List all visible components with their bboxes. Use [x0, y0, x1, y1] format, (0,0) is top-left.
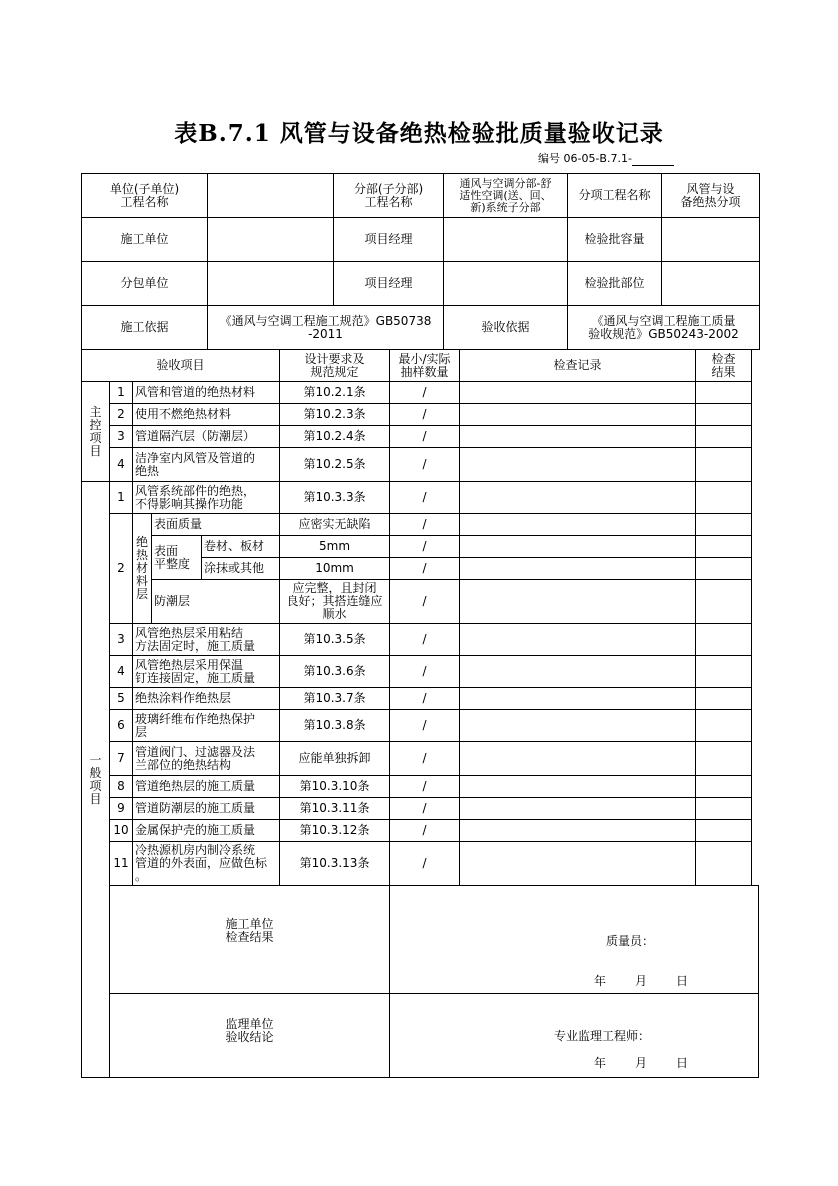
table-row [82, 798, 759, 820]
item-standard: 第10.2.1条 [280, 382, 390, 404]
item-record[interactable] [460, 842, 696, 886]
item-name: 绝热涂料作绝热层 [133, 688, 280, 710]
table-row [82, 482, 759, 514]
surface-quality-std: 应密实无缺陷 [280, 514, 390, 536]
sub-project-manager-value[interactable] [444, 262, 568, 306]
item-name: 管道阀门、过滤器及法 兰部位的绝热结构 [133, 742, 280, 776]
date-day: 日 [676, 974, 689, 988]
item-sample: / [390, 624, 460, 656]
page-title: 表B.7.1 风管与设备绝热检验批质量验收记录 [174, 120, 664, 147]
paint-other-std: 10mm [280, 558, 390, 580]
item-number: 3 [110, 624, 133, 656]
supervisor-engineer-label: 专业监理工程师： [554, 1029, 651, 1043]
item-number: 4 [110, 448, 133, 482]
item-result[interactable] [696, 514, 752, 536]
item-name: 风管绝热层采用保温 钉连接固定，施工质量 [133, 656, 280, 688]
item-sample: / [390, 656, 460, 688]
item-result[interactable] [696, 580, 752, 624]
item-standard: 第10.3.6条 [280, 656, 390, 688]
project-manager-label: 项目经理 [334, 218, 444, 262]
table-row [82, 536, 759, 558]
item-number: 3 [110, 426, 133, 448]
col-sample-count: 最小/实际 抽样数量 [390, 350, 460, 382]
item-name: 风管和管道的绝热材料 [133, 382, 280, 404]
item-name: 金属保护壳的施工质量 [133, 820, 280, 842]
quality-officer-label: 质量员： [606, 934, 655, 948]
table-row [82, 382, 759, 404]
flatness-label: 表面 平整度 [152, 536, 202, 580]
batch-position-label: 检验批部位 [568, 262, 662, 306]
item-result[interactable] [696, 482, 752, 514]
constructor-result-label: 施工单位 检查结果 [110, 886, 390, 994]
item-sample: / [390, 776, 460, 798]
table-row [82, 656, 759, 688]
sub-division-label: 分部(子分部) 工程名称 [334, 174, 444, 218]
table-row [82, 448, 759, 482]
item-result[interactable] [696, 536, 752, 558]
item-record[interactable] [460, 798, 696, 820]
item-name: 管道绝热层的施工质量 [133, 776, 280, 798]
item-number: 9 [110, 798, 133, 820]
form-code-blank[interactable] [632, 155, 674, 166]
table-row [82, 580, 759, 624]
item-record[interactable] [460, 514, 696, 536]
item-number: 6 [110, 710, 133, 742]
subcontractor-label: 分包单位 [82, 262, 208, 306]
date-month: 月 [635, 1056, 648, 1070]
item-result[interactable] [696, 776, 752, 798]
item-sample: / [390, 688, 460, 710]
item-number: 10 [110, 820, 133, 842]
insulation-layer-label: 绝 热 材 料 层 [133, 514, 152, 624]
item-sample: / [390, 448, 460, 482]
item-record[interactable] [460, 448, 696, 482]
construction-basis-value: 《通风与空调工程施工规范》GB50738 -2011 [208, 306, 444, 350]
item-record[interactable] [460, 482, 696, 514]
item-standard: 第10.3.11条 [280, 798, 390, 820]
item-record[interactable] [460, 688, 696, 710]
sub-item-label: 分项工程名称 [568, 174, 662, 218]
date-year: 年 [594, 974, 607, 988]
sub-item-value: 风管与设 备绝热分项 [662, 174, 760, 218]
table-row [82, 624, 759, 656]
item-standard: 第10.2.4条 [280, 426, 390, 448]
item-name: 管道隔汽层（防潮层） [133, 426, 280, 448]
item-sample: / [390, 742, 460, 776]
table-row [82, 710, 759, 742]
batch-capacity-value[interactable] [662, 218, 760, 262]
item-standard: 第10.3.10条 [280, 776, 390, 798]
item-record[interactable] [460, 820, 696, 842]
table-row [82, 514, 759, 536]
item-standard: 第10.3.12条 [280, 820, 390, 842]
item-number: 8 [110, 776, 133, 798]
item-number: 2 [110, 514, 133, 624]
acceptance-basis-value: 《通风与空调工程施工质量 验收规范》GB50243-2002 [568, 306, 760, 350]
item-standard: 第10.3.3条 [280, 482, 390, 514]
item-result[interactable] [696, 624, 752, 656]
item-sample: / [390, 842, 460, 886]
item-result[interactable] [696, 688, 752, 710]
table-row [82, 842, 759, 886]
table-row [82, 742, 759, 776]
col-inspection-item: 验收项目 [82, 350, 280, 382]
item-result[interactable] [696, 710, 752, 742]
unit-name-value[interactable] [208, 174, 334, 218]
item-result[interactable] [696, 820, 752, 842]
paint-other-label: 涂抹或其他 [202, 558, 280, 580]
item-sample: / [390, 382, 460, 404]
moisture-layer-std: 应完整，且封闭 良好；其搭连缝应 顺水 [280, 580, 390, 624]
subcontractor-value[interactable] [208, 262, 334, 306]
batch-capacity-label: 检验批容量 [568, 218, 662, 262]
item-name: 使用不燃绝热材料 [133, 404, 280, 426]
supervisor-check-row [82, 994, 759, 1078]
item-standard: 第10.2.3条 [280, 404, 390, 426]
item-number: 7 [110, 742, 133, 776]
item-record[interactable] [460, 536, 696, 558]
item-result[interactable] [696, 656, 752, 688]
supervisor-result-label: 监理单位 验收结论 [110, 994, 390, 1078]
item-record[interactable] [460, 426, 696, 448]
table-row [82, 404, 759, 426]
item-number: 4 [110, 656, 133, 688]
item-result[interactable] [696, 404, 752, 426]
roll-board-std: 5mm [280, 536, 390, 558]
project-manager-value[interactable] [444, 218, 568, 262]
date-month: 月 [635, 974, 648, 988]
item-sample: / [390, 710, 460, 742]
item-sample: / [390, 558, 460, 580]
item-result[interactable] [696, 558, 752, 580]
col-inspection-record: 检查记录 [460, 350, 696, 382]
moisture-layer-label: 防潮层 [152, 580, 280, 624]
item-standard: 第10.3.7条 [280, 688, 390, 710]
item-number: 1 [110, 382, 133, 404]
acceptance-basis-label: 验收依据 [444, 306, 568, 350]
surface-quality-label: 表面质量 [152, 514, 280, 536]
item-name: 管道防潮层的施工质量 [133, 798, 280, 820]
table-row [82, 426, 759, 448]
item-result[interactable] [696, 742, 752, 776]
item-standard: 应能单独拆卸 [280, 742, 390, 776]
item-sample: / [390, 514, 460, 536]
col-inspection-result: 检查 结果 [696, 350, 752, 382]
col-design-requirement: 设计要求及 规范规定 [280, 350, 390, 382]
construction-basis-label: 施工依据 [82, 306, 208, 350]
table-row [82, 776, 759, 798]
item-record[interactable] [460, 580, 696, 624]
constructor-result-area[interactable] [390, 886, 759, 994]
item-sample: / [390, 426, 460, 448]
item-standard: 第10.2.5条 [280, 448, 390, 482]
item-number: 2 [110, 404, 133, 426]
batch-position-value[interactable] [662, 262, 760, 306]
item-record[interactable] [460, 742, 696, 776]
date-day: 日 [676, 1056, 689, 1070]
item-record[interactable] [460, 382, 696, 404]
header-table [81, 173, 760, 350]
table-row [82, 688, 759, 710]
item-record[interactable] [460, 558, 696, 580]
item-record[interactable] [460, 656, 696, 688]
item-sample: / [390, 798, 460, 820]
item-result[interactable] [696, 426, 752, 448]
constructor-check-row [82, 886, 759, 994]
unit-name-label: 单位(子单位) 工程名称 [82, 174, 208, 218]
item-sample: / [390, 820, 460, 842]
date-year: 年 [594, 1056, 607, 1070]
main-control-group-label: 主 控 项 目 [82, 382, 110, 482]
sub-division-value: 通风与空调分部-舒 适性空调(送、回、 新)系统子分部 [444, 174, 568, 218]
form-code [538, 150, 674, 166]
item-standard: 第10.3.8条 [280, 710, 390, 742]
table-row [82, 820, 759, 842]
item-name: 风管绝热层采用粘结 方法固定时，施工质量 [133, 624, 280, 656]
item-result[interactable] [696, 798, 752, 820]
item-result[interactable] [696, 382, 752, 404]
item-name: 洁净室内风管及管道的 绝热 [133, 448, 280, 482]
item-number: 1 [110, 482, 133, 514]
item-record[interactable] [460, 624, 696, 656]
constructor-label: 施工单位 [82, 218, 208, 262]
item-number: 11 [110, 842, 133, 886]
item-record[interactable] [460, 776, 696, 798]
item-name: 玻璃纤维布作绝热保护 层 [133, 710, 280, 742]
inspection-table [81, 349, 759, 1078]
item-record[interactable] [460, 404, 696, 426]
item-result[interactable] [696, 448, 752, 482]
item-name: 冷热源机房内制冷系统 管道的外表面，应做色标 。 [133, 842, 280, 886]
item-result[interactable] [696, 842, 752, 886]
sub-project-manager-label: 项目经理 [334, 262, 444, 306]
item-sample: / [390, 482, 460, 514]
item-sample: / [390, 404, 460, 426]
item-standard: 第10.3.5条 [280, 624, 390, 656]
roll-board-label: 卷材、板材 [202, 536, 280, 558]
item-standard: 第10.3.13条 [280, 842, 390, 886]
form-code-label: 编号 06-05-B.7.1- [538, 152, 632, 165]
item-number: 5 [110, 688, 133, 710]
item-sample: / [390, 580, 460, 624]
constructor-value[interactable] [208, 218, 334, 262]
general-group-label: 一 般 项 目 [82, 482, 110, 1078]
item-name: 风管系统部件的绝热， 不得影响其操作功能 [133, 482, 280, 514]
item-sample: / [390, 536, 460, 558]
item-record[interactable] [460, 710, 696, 742]
